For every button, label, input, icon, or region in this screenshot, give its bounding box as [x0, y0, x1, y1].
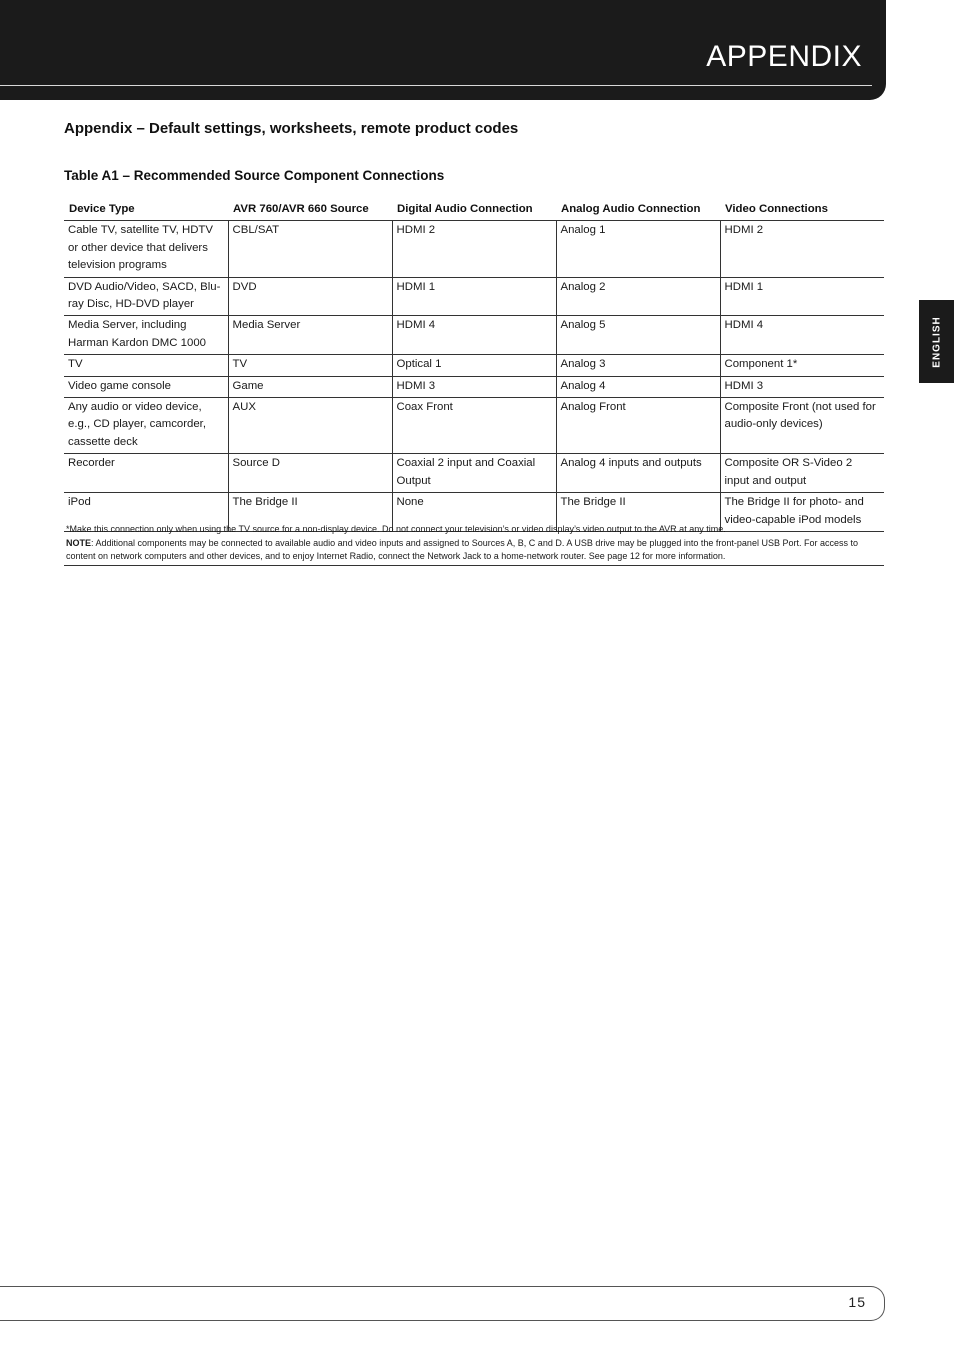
column-header-device-type: Device Type — [64, 197, 228, 221]
table-row — [64, 454, 884, 493]
cell-analog-audio: Analog 4 inputs and outputs — [556, 454, 720, 493]
cell-device-type: Recorder — [64, 454, 228, 493]
cell-source: CBL/SAT — [228, 221, 392, 277]
page-title: APPENDIX — [706, 40, 862, 73]
section-heading: Appendix – Default settings, worksheets, remote product codes — [64, 120, 519, 137]
cell-analog-audio: Analog 4 — [556, 376, 720, 397]
cell-video: HDMI 1 — [720, 277, 884, 316]
cell-video: Component 1* — [720, 355, 884, 376]
note-label: NOTE — [66, 537, 92, 548]
header-divider — [0, 85, 872, 86]
cell-analog-audio: The Bridge II — [556, 493, 720, 532]
cell-device-type: Video game console — [64, 376, 228, 397]
cell-digital-audio: HDMI 4 — [392, 316, 556, 355]
cell-video: The Bridge II for photo- and video-capable iPod models — [720, 493, 884, 532]
cell-video: Composite OR S-Video 2 input and output — [720, 454, 884, 493]
connections-table — [64, 197, 884, 532]
cell-device-type: TV — [64, 355, 228, 376]
note-paragraph — [66, 537, 884, 564]
cell-device-type: Cable TV, satellite TV, HDTV or other device that delivers television programs — [64, 221, 228, 277]
footer-frame — [0, 1286, 885, 1321]
cell-digital-audio: Coaxial 2 input and Coaxial Output — [392, 454, 556, 493]
table-notes — [64, 521, 884, 566]
column-header-digital-audio: Digital Audio Connection — [392, 197, 556, 221]
cell-device-type: Any audio or video device, e.g., CD player, camcorder, cassette deck — [64, 398, 228, 454]
page-number: 15 — [848, 1294, 866, 1310]
cell-video: Composite Front (not used for audio-only devices) — [720, 398, 884, 454]
cell-analog-audio: Analog 1 — [556, 221, 720, 277]
table-row — [64, 277, 884, 316]
column-header-source: AVR 760/AVR 660 Source — [228, 197, 392, 221]
cell-digital-audio: HDMI 1 — [392, 277, 556, 316]
cell-digital-audio: Optical 1 — [392, 355, 556, 376]
cell-analog-audio: Analog Front — [556, 398, 720, 454]
cell-video: HDMI 4 — [720, 316, 884, 355]
cell-digital-audio: Coax Front — [392, 398, 556, 454]
table-caption: Table A1 – Recommended Source Component Connections — [64, 168, 445, 183]
cell-digital-audio: HDMI 3 — [392, 376, 556, 397]
cell-analog-audio: Analog 5 — [556, 316, 720, 355]
cell-analog-audio: Analog 2 — [556, 277, 720, 316]
cell-device-type: iPod — [64, 493, 228, 532]
language-tab-label: ENGLISH — [931, 315, 942, 368]
cell-device-type: Media Server, including Harman Kardon DMC 1000 — [64, 316, 228, 355]
cell-digital-audio: HDMI 2 — [392, 221, 556, 277]
cell-analog-audio: Analog 3 — [556, 355, 720, 376]
note-text: : Additional components may be connected to available audio and video inputs and assigned to Sources A, B, C and D. A USB drive may be plugged into the front-panel USB Port. For access to content on network computers and other devices, and to enjoy Internet Radio, connect the Network Jack to a home-network router. See page 12 for more information. — [66, 537, 858, 561]
table-row — [64, 376, 884, 397]
cell-video: HDMI 2 — [720, 221, 884, 277]
cell-source: The Bridge II — [228, 493, 392, 532]
table-row — [64, 398, 884, 454]
cell-source: Source D — [228, 454, 392, 493]
table-row — [64, 221, 884, 277]
cell-device-type: DVD Audio/Video, SACD, Blu-ray Disc, HD-DVD player — [64, 277, 228, 316]
cell-source: TV — [228, 355, 392, 376]
footnote: *Make this connection only when using the TV source for a non-display device. Do not connect your television’s or video display’s video output to the AVR at any time. — [66, 524, 726, 534]
cell-source: DVD — [228, 277, 392, 316]
column-header-video: Video Connections — [720, 197, 884, 221]
cell-video: HDMI 3 — [720, 376, 884, 397]
table-row — [64, 355, 884, 376]
table-header-row — [64, 197, 884, 221]
column-header-analog-audio: Analog Audio Connection — [556, 197, 720, 221]
cell-digital-audio: None — [392, 493, 556, 532]
cell-source: AUX — [228, 398, 392, 454]
table-row — [64, 316, 884, 355]
cell-source: Media Server — [228, 316, 392, 355]
cell-source: Game — [228, 376, 392, 397]
language-tab — [919, 300, 954, 383]
